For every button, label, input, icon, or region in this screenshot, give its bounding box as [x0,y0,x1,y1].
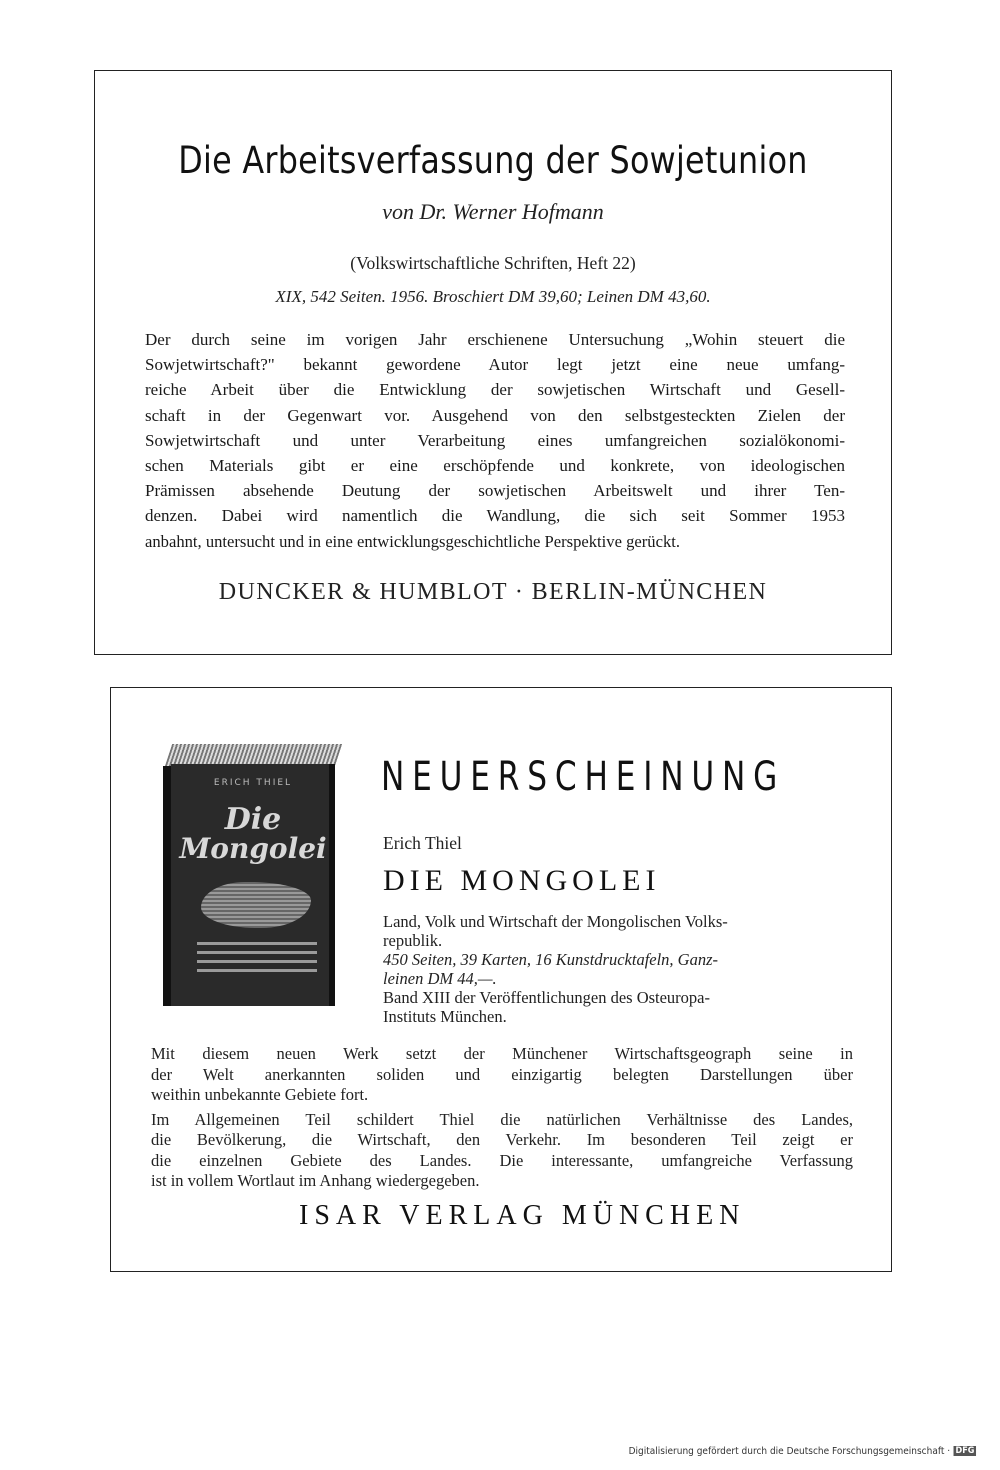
subtitle-line: Land, Volk und Wirtschaft der Mongolischen Volks- [383,912,728,931]
book-page-edges [165,744,342,766]
description-line: Prämissen absehende Deutung der sowjetischen Arbeitswelt und ihrer Ten- [145,481,845,501]
book-front-cover [171,764,335,1006]
description-line: der Welt anerkannten soliden und einzigartig belegten Darstellungen über [151,1064,853,1084]
cover-title-line: Die [224,802,282,837]
cover-title-line: Mongolei [179,832,327,865]
book-title: DIE MONGOLEI [383,864,661,897]
cover-author: ERICH THIEL [213,778,293,788]
dfg-logo: DFG [955,1446,975,1456]
description-line: die einzelnen Gebiete des Landes. Die interessante, umfangreiche Verfassung [151,1150,853,1170]
publisher-name: ISAR VERLAG MÜNCHEN [299,1200,746,1231]
map-illustration [201,882,311,928]
advertisement-mongolei [110,687,892,1272]
description-line: Sowjetwirtschaft und unter Verarbeitung eines umfangreichen sozialökonomi- [145,430,845,450]
cover-subtitle-lines [197,942,317,978]
book-cover-image [157,744,337,1008]
new-release-heading: NEUERSCHEINUNG [381,754,786,800]
book-series: (Volkswirtschaftliche Schriften, Heft 22) [350,253,636,273]
description-text [151,1044,853,1192]
book-author: Erich Thiel [383,833,462,853]
advertisement-arbeitsverfassung [94,70,892,655]
description-line: anbahnt, untersucht und in eine entwicklungsgeschichtliche Perspektive gerückt. [145,531,680,551]
description-line: schen Materials gibt er eine erschöpfende und konkrete, von ideologischen [145,455,845,475]
description-line: Mit diesem neuen Werk setzt der Münchener Wirtschaftsgeograph seine in [151,1044,853,1063]
description-line: Der durch seine im vorigen Jahr erschienene Untersuchung „Wohin steuert die [145,330,845,349]
digitization-footer [628,1446,976,1457]
book-author: von Dr. Werner Hofmann [382,199,604,224]
description-line: schaft in der Gegenwart vor. Ausgehend von den selbstgesteckten Zielen der [145,405,845,425]
description-line: reiche Arbeit über die Entwicklung der sowjetischen Wirtschaft und Gesell- [145,380,845,400]
subtitle-line: republik. [383,931,443,950]
description-line: ist in vollem Wortlaut im Anhang wiedergegeben. [151,1171,480,1190]
description-line: die Bevölkerung, die Wirtschaft, den Verkehr. Im besonderen Teil zeigt er [151,1130,853,1149]
book-title: Die Arbeitsverfassung der Sowjetunion [178,139,808,182]
book-details [383,912,853,1026]
description-line: denzen. Dabei wird namentlich die Wandlung, die sich seit Sommer 1953 [145,506,845,526]
band-line: Band XIII der Veröffentlichungen des Osteuropa- [383,988,710,1007]
description-text [145,327,845,554]
description-line: weithin unbekannte Gebiete fort. [151,1085,369,1104]
description-line: Im Allgemeinen Teil schildert Thiel die natürlichen Verhältnisse des Landes, [151,1109,853,1129]
band-line: Instituts München. [383,1007,507,1026]
bibliographic-info: XIX, 542 Seiten. 1956. Broschiert DM 39,60; Leinen DM 43,60. [275,287,711,306]
pages-line: leinen DM 44,—. [383,969,497,988]
footer-text: Digitalisierung gefördert durch die Deutsche Forschungsgemeinschaft · [628,1446,950,1457]
pages-line: 450 Seiten, 39 Karten, 16 Kunstdrucktafeln, Ganz- [383,950,719,969]
description-line: Sowjetwirtschaft?" bekannt gewordene Autor legt jetzt eine neue umfang- [145,355,845,375]
publisher-name: DUNCKER & HUMBLOT · BERLIN-MÜNCHEN [218,579,768,605]
